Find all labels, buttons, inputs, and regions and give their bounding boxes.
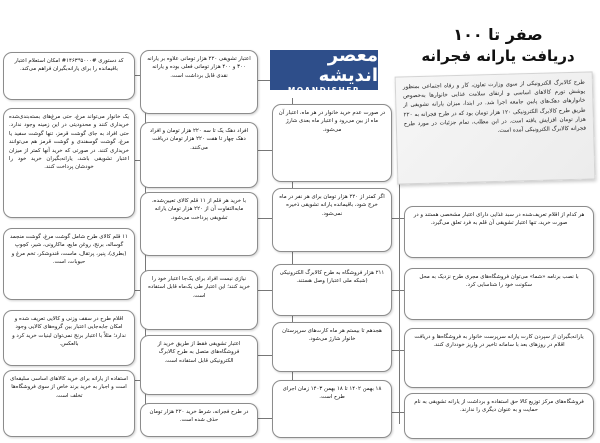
logo-text-en: MOANDISHER bbox=[287, 85, 361, 95]
info-card-charge-date: هجدهم تا بیستم هر ماه کارت‌های سرپرستان خانوار شارژ می‌شود. bbox=[272, 322, 392, 372]
info-card-item-limits: اقلام طرح در سقف وزنی و کالایی تعریف شده و امکان جابه‌جایی اعتبار بین گروه‌های کالایی وجود ندارد؛ مثلاً با اعتبار برنج نمی‌توان لبنیات خرید کرد و بالعکس. bbox=[3, 310, 135, 366]
intro-note: طرح کالابرگ الکترونیکی از سوی وزارت تعاون، کار و رفاه اجتماعی بمنظور پوشش تورم کالاهای اساسی و ارتقای سلامت غذایی خانوارها به‌خصوص خانوارهای دهک‌های پایین جامعه اجرا شد. در ابتدا، میزان یارانه تشویقی از طریق طرح کالابرگ الکترونیکی ۱۲۰ هزار تومان بود که در طرح فجرانه به ۲۲۰ هزار تومان افزایش یافته است. در این مطلب، تمام جزئیات در مورد طرح فجرانه کالابرگ الکترونیکی آمده است. bbox=[395, 71, 596, 184]
headline-line2: دریافت یارانه فجرانه bbox=[421, 47, 575, 65]
info-card-shad-app: با نصب برنامه «شما» می‌توان فروشگاه‌های مجری طرح نزدیک به محل سکونت خود را شناسایی کرد. bbox=[404, 268, 594, 320]
logo-text-fa: معصر اندیشه bbox=[318, 44, 378, 86]
info-card-spending: اگر کمتر از ۲۲۰ هزار تومان برای هر نفر در ماه خرج شود، باقیمانده یارانه تشویقی ذخیره نمی‌شود. bbox=[272, 188, 392, 252]
headline bbox=[402, 24, 594, 66]
info-card-item-purchase: با خرید هر قلم از ۱۱ قلم کالای تعیین‌شده، ما‌به‌التفاوت آن از ۲۲۰ هزار تومان یارانه تشویقی پرداخت می‌شود. bbox=[140, 192, 258, 256]
info-card-meat-purchase: یک خانوار می‌تواند مرغ، حتی مرغ‌های بسته‌بندی‌شده خریداری کنند و محدودیتی در این زمینه وجود ندارد. حتی افراد به جای گوشت قرمز، تنها گوشت سفید یا مرغ، گوشت گوسفندی و گوشت قرمز هم می‌توانند خریداری کنند. در صورتی که خرید آنها کمتر از میزان اعتبار تشویقی باشد، یارانه‌بگیران خرید خود را خودشان پرداخت کنند. bbox=[3, 108, 135, 218]
info-card-eleven-items: ۱۱ قلم کالای طرح شامل گوشت مرغ، گوشت منجمد گوساله، برنج، روغن مایع، ماکارونی، شیر، کچوپ (بطری)، پنیر، پرتقال، ماست، قندوشکر، تخم مرغ و حبوبات، است. bbox=[3, 228, 135, 300]
info-card-store-rule: فروشگاه‌های مرکز توزیع کالا حق استفاده و برداشت از یارانه تشویقی به نام حمایت و به عنوان دیگری را ندارند. bbox=[404, 393, 594, 439]
info-card-duration: ۱۸ بهمن ۱۴۰۲ تا ۱۸ بهمن ۱۴۰۳ زمان اجرای طرح است. bbox=[272, 380, 392, 438]
info-card-ussd-code: کد دستوری #۵۰۰۰*۱۴۶۳# امکان استعلام اعتبار باقیمانده را برای یارانه‌بگیران فراهم می‌کند. bbox=[3, 52, 135, 100]
info-card-card-holder: یارانه‌بگیران از سپردن کارت یارانه سرپرست خانوار به فروشگاه‌ها و دریافت اقلام در روزهای بعد با سامانه تاخیر در واریز خودداری کنند. bbox=[404, 328, 594, 388]
headline-line1: صفر تا ۱۰۰ bbox=[453, 25, 543, 44]
info-card-condition-removed: در طرح فجرانه، شرط خرید ۲۲۰ هزار تومان حذف شده است. bbox=[140, 403, 258, 437]
info-card-connected-stores: اعتبار تشویقی فقط از طریق خرید از فروشگاه‌های متصل به طرح کالابرگ الکترونیکی قابل استفاده است. bbox=[140, 335, 258, 395]
info-card-brand-choice: استفاده از یارانه برای خرید کالاهای اساسی سلیقه‌ای است و اجبار به خرید برند خاص از سوی فروشگاه‌ها تخلف است. bbox=[3, 370, 135, 437]
connector-line bbox=[399, 184, 400, 424]
info-card-extra-credit: اعتبار تشویقی ۲۲۰ هزار تومانی علاوه بر یارانه ۳۰۰ و ۴۰۰ هزار تومانی فعلی بوده و یارانه نقدی قابل برداشت است. bbox=[140, 50, 258, 114]
info-card-stores-count: ۲۱۱ هزار فروشگاه به طرح کالابرگ الکترونیکی (شبکه ملی اعتبار) وصل هستند. bbox=[272, 264, 392, 316]
info-card-allocation: هر کدام از اقلام تعریف‌شده در سبد غذایی دارای اعتبار مشخصی هستند و در صورت خرید، تنها اعتبار تشویقی آن قلم به فرد تعلق می‌گیرد. bbox=[404, 206, 594, 258]
info-card-deciles: افراد دهک یک تا سه ۲۲۰ هزار تومان و افراد دهک چهار تا هفت ۲۲۰ هزار تومان دریافت می‌کنند. bbox=[140, 122, 258, 188]
info-card-no-lumpsum: نیازی نیست افراد برای یک‌جا اعتبار خود را خرید کنند؛ این اعتبار طی یک‌ماه قابل استفاده است. bbox=[140, 270, 258, 330]
info-card-monthly-credit: در صورت عدم خرید خانوار در هر ماه، اعتبار آن ماه از بین می‌رود و اعتبار ماه بعدی شارژ می‌شود. bbox=[272, 104, 392, 182]
brand-logo bbox=[270, 44, 378, 95]
